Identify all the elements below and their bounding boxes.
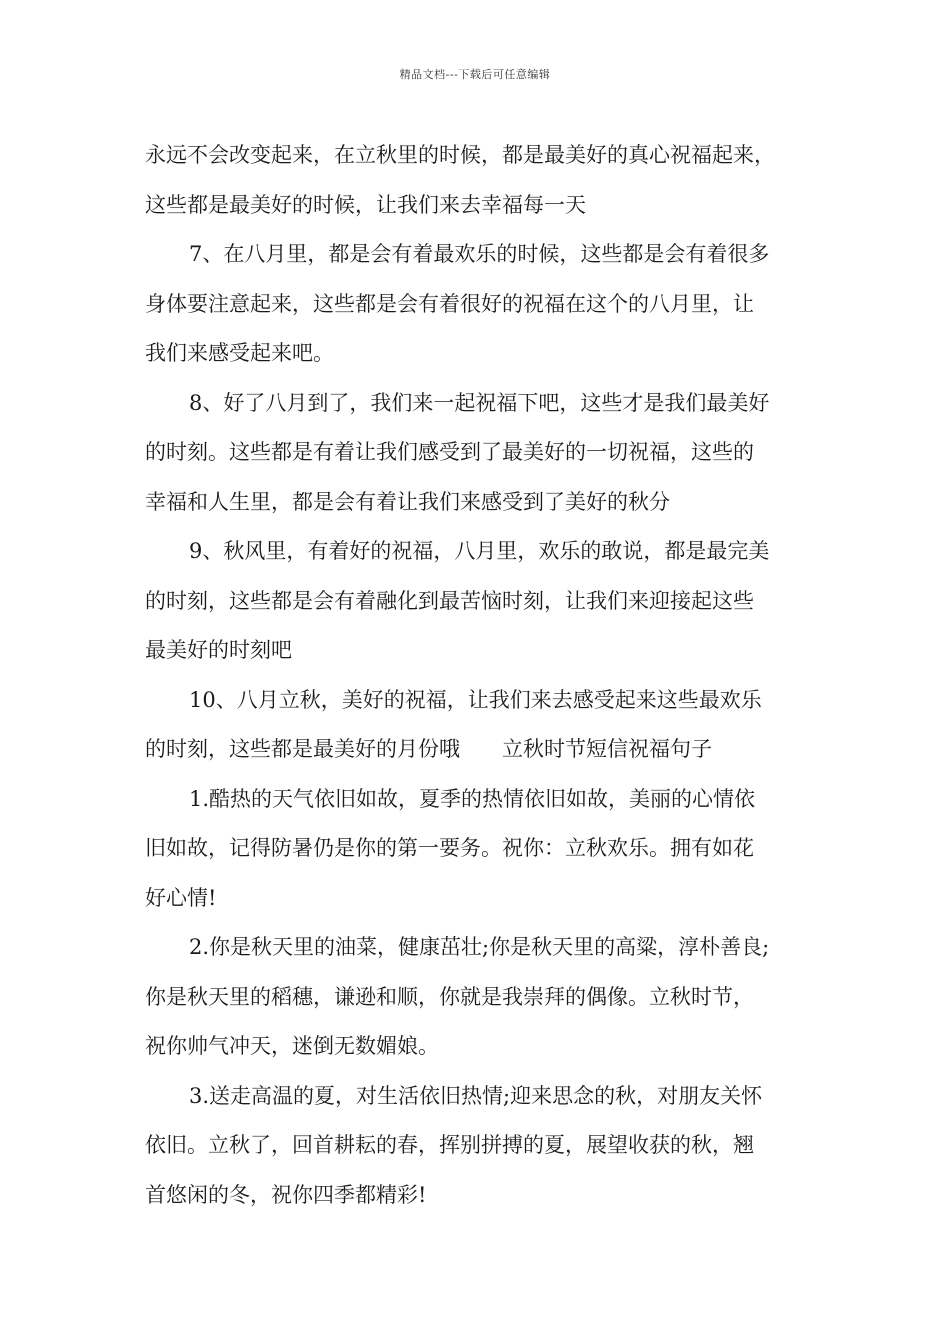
text-line: 你是秋天里的稻穗，谦逊和顺，你就是我崇拜的偶像。立秋时节， [145, 984, 754, 1009]
text-line: 好心情! [145, 885, 217, 910]
greeting-1-line: 1.酷热的天气依旧如故，夏季的热情依旧如故，美丽的心情依 [189, 786, 756, 811]
text-line: 的时刻，这些都是会有着融化到最苦恼时刻，让我们来迎接起这些 [145, 588, 754, 613]
text-line-with-section-title [145, 725, 820, 775]
text-line: 依旧。立秋了，回首耕耘的春，挥别拼搏的夏，展望收获的秋，翘 [145, 1133, 754, 1157]
text-line: 这些都是最美好的时候，让我们来去幸福每一天 [145, 192, 586, 217]
page-header: 精品文档---下载后可任意编辑 [399, 68, 551, 81]
paragraph-8-line: 8、好了八月到了，我们来一起祝福下吧，这些才是我们最美好 [189, 390, 770, 415]
greeting-2-line: 2.你是秋天里的油菜，健康茁壮;你是秋天里的高粱，淳朴善良; [189, 935, 770, 959]
text-line: 首悠闲的冬，祝你四季都精彩! [145, 1182, 427, 1207]
paragraph-9-line: 9、秋风里，有着好的祝福，八月里，欢乐的敢说，都是最完美 [189, 539, 770, 563]
section-title: 立秋时节短信祝福句子 [502, 737, 712, 761]
text-line: 最美好的时刻吧 [145, 638, 292, 662]
paragraph-7-line: 7、在八月里，都是会有着最欢乐的时候，这些都是会有着很多 [189, 242, 770, 266]
paragraph-10-line: 10、八月立秋，美好的祝福，让我们来去感受起来这些最欢乐 [189, 687, 762, 712]
text-line: 祝你帅气冲天，迷倒无数媚娘。 [145, 1034, 439, 1058]
text-line: 永远不会改变起来，在立秋里的时候，都是最美好的真心祝福起来， [145, 143, 775, 167]
text-line: 幸福和人生里，都是会有着让我们来感受到了美好的秋分 [145, 489, 670, 514]
text-line: 的时刻。这些都是有着让我们感受到了最美好的一切祝福，这些的 [145, 440, 754, 464]
text-fragment: 的时刻，这些都是最美好的月份哦 [145, 737, 460, 761]
document-body [145, 131, 820, 1220]
text-line: 我们来感受起来吧。 [145, 341, 334, 365]
text-line: 身体要注意起来，这些都是会有着很好的祝福在这个的八月里，让 [145, 291, 754, 316]
greeting-3-line: 3.送走高温的夏，对生活依旧热情;迎来思念的秋，对朋友关怀 [189, 1083, 763, 1108]
text-line: 旧如故，记得防暑仍是你的第一要务。祝你：立秋欢乐。拥有如花 [145, 836, 754, 860]
